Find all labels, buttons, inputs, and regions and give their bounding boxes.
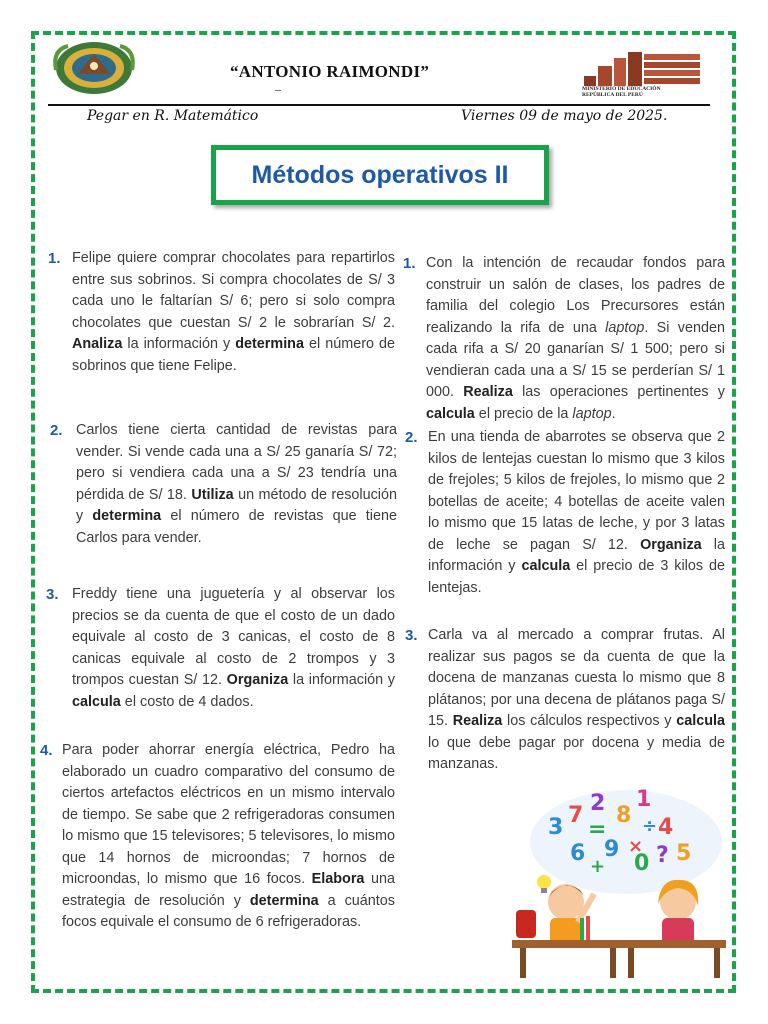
problem-number: 3. <box>405 627 418 644</box>
math-symbol: 7 <box>568 803 584 828</box>
math-symbol: 3 <box>548 815 564 840</box>
page-title: Métodos operativos II <box>251 160 509 189</box>
left-problem-2 <box>50 420 397 549</box>
title-box <box>211 145 549 205</box>
right-problem-2 <box>405 427 725 599</box>
left-problem-3 <box>46 584 395 713</box>
kids-math-illustration <box>508 782 730 984</box>
date-label: Viernes 09 de mayo de 2025. <box>461 108 668 124</box>
problem-number: 1. <box>403 255 416 272</box>
problem-text: Para poder ahorrar energía eléctrica, Pedro ha elaborado un cuadro comparativo del consumo de ciertos artefactos eléctricos en un mismo intervalo de tiempo. Se sabe que 2 refrigeradoras consumen lo mismo que 15 televisores; 5 televisores, lo mismo que 14 hornos de microondas; 7 hornos de microondas, lo mismo que 16 focos. Elabora una estrategia de resolución y determina a cuántos focos equivale el consumo de 6 refrigeradoras. <box>62 742 395 930</box>
problem-text: En una tienda de abarrotes se observa que 2 kilos de lentejas cuestan lo mismo que 3 kilos de frejoles; 5 kilos de frejoles, lo mismo que 2 botellas de aceite; 4 botellas de aceite valen lo mismo que 15 latas de leche, y por 3 latas de leche se pagan S/ 12. Organiza la información y calcula el precio de 3 kilos de lentejas. <box>428 429 725 596</box>
problem-number: 3. <box>46 586 59 603</box>
math-symbol: ÷ <box>642 816 658 837</box>
problem-text: Con la intención de recaudar fondos para construir un salón de clases, los padres de familia del colegio Los Precursores están realizando la rifa de una laptop. Si venden cada rifa a S/ 20 ganarían S/ 1 500; pero si vendieran cada una a S/ 15 se perderían S/ 1 000. Realiza las operaciones pertinentes y calcula el precio de la laptop. <box>426 255 725 422</box>
school-name: “ANTONIO RAIMONDI” <box>230 62 430 81</box>
math-symbol: 1 <box>636 787 652 812</box>
problem-text: Carlos tiene cierta cantidad de revistas para vender. Si vende cada una a S/ 25 ganaría S/ 72; pero si vendiera cada una a S/ 23 tendría una pérdida de S/ 18. Utiliza un método de resolución y determina el número de revistas que tiene Carlos para vender. <box>76 422 397 546</box>
ministry-line-2: REPÚBLICA DEL PERÚ <box>582 92 643 98</box>
header-divider <box>48 104 710 106</box>
math-symbol: 4 <box>658 815 674 840</box>
left-problem-4 <box>40 740 395 934</box>
math-symbol: 5 <box>676 841 692 866</box>
problem-text: Felipe quiere comprar chocolates para repartirlos entre sus sobrinos. Si compra chocolates de S/ 3 cada uno le faltarían S/ 6; pero si solo compra chocolates que cuestan S/ 2 le sobrarían S/ 2. Analiza la información y determina el número de sobrinos que tiene Felipe. <box>72 250 395 374</box>
notebook-note: Pegar en R. Matemático <box>87 108 259 124</box>
problem-text: Carla va al mercado a comprar frutas. Al realizar sus pagos se da cuenta de que la docena de manzanas cuesta lo mismo que 8 plátanos; por una decena de plátanos paga S/ 15. Realiza los cálculos respectivos y calcula lo que debe pagar por docena y media de manzanas. <box>428 627 725 772</box>
ministry-line-1: MINISTERIO DE EDUCACIÓN <box>582 86 661 92</box>
math-symbol: × <box>628 836 644 857</box>
math-symbol: 9 <box>604 837 620 862</box>
problem-number: 4. <box>40 742 53 759</box>
math-symbol: 6 <box>570 841 586 866</box>
school-logo <box>48 40 140 96</box>
problem-number: 1. <box>48 250 61 267</box>
math-symbol: = <box>588 817 607 842</box>
math-symbol: 2 <box>590 791 606 816</box>
math-symbol: 8 <box>616 803 632 828</box>
math-symbol: + <box>590 856 606 877</box>
problem-text: Freddy tiene una juguetería y al observar los precios se da cuenta de que el costo de un dado equivale al costo de 3 canicas, el costo de 8 canicas equivale al costo de 2 trompos y 3 trompos cuestan S/ 12. Organiza la información y calcula el costo de 4 dados. <box>72 586 396 710</box>
problem-number: 2. <box>50 422 63 439</box>
math-symbol: ? <box>656 843 669 868</box>
problem-number: 2. <box>405 429 418 446</box>
ministry-caption <box>582 86 694 98</box>
math-symbol: 0 <box>634 851 650 876</box>
right-problem-1 <box>403 253 725 425</box>
right-problem-3 <box>405 625 725 776</box>
school-dash: – <box>275 82 281 96</box>
left-problem-1 <box>48 248 395 377</box>
